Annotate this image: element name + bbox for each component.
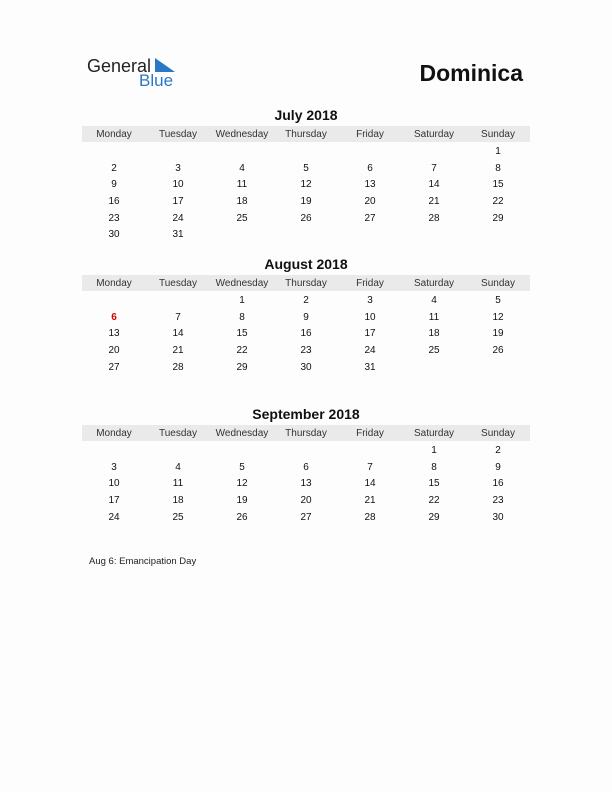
weekday-label: Sunday xyxy=(481,427,515,439)
day-cell: 4 xyxy=(175,461,181,473)
week-row xyxy=(82,210,530,227)
day-cell: 16 xyxy=(300,328,312,340)
logo xyxy=(87,56,187,92)
day-cell: 10 xyxy=(108,478,120,490)
day-cell: 17 xyxy=(364,328,376,340)
day-cell: 5 xyxy=(303,162,309,174)
weekday-label: Friday xyxy=(356,277,384,289)
day-cell: 27 xyxy=(300,511,312,523)
weekday-label: Saturday xyxy=(413,277,455,289)
day-cell: 10 xyxy=(172,179,184,191)
weekday-label: Thursday xyxy=(285,427,327,439)
week-row xyxy=(82,309,530,326)
weekday-label: Wednesday xyxy=(215,128,269,140)
logo-blue-text: Blue xyxy=(139,71,174,90)
week-row xyxy=(82,325,530,342)
day-cell: 20 xyxy=(108,344,120,356)
weekday-label: Sunday xyxy=(481,128,515,140)
day-cell: 5 xyxy=(495,294,501,306)
week-row xyxy=(82,475,530,492)
day-cell: 29 xyxy=(428,511,440,523)
day-cell: 30 xyxy=(108,229,120,241)
logo-general-text: General xyxy=(87,56,152,76)
day-cell: 11 xyxy=(172,478,184,490)
day-cell: 4 xyxy=(431,294,437,306)
weekday-label: Wednesday xyxy=(215,277,269,289)
month-calendar xyxy=(82,405,530,525)
day-cell: 23 xyxy=(492,494,504,506)
week-row xyxy=(82,342,530,359)
weekday-header-row xyxy=(82,275,530,291)
month-grid xyxy=(82,292,530,375)
day-cell: 29 xyxy=(236,361,248,373)
weekday-label: Wednesday xyxy=(215,427,269,439)
day-cell: 19 xyxy=(300,195,312,207)
weekday-label: Monday xyxy=(96,427,132,439)
day-cell: 14 xyxy=(364,478,376,490)
day-cell: 9 xyxy=(111,179,117,191)
weekday-header-row xyxy=(82,126,530,142)
day-cell: 30 xyxy=(492,511,504,523)
day-cell: 10 xyxy=(364,311,376,323)
day-cell: 24 xyxy=(364,344,376,356)
country-title: Dominica xyxy=(419,60,523,86)
day-cell: 1 xyxy=(495,145,501,157)
month-grid xyxy=(82,442,530,525)
day-cell: 28 xyxy=(428,212,440,224)
day-cell: 23 xyxy=(108,212,120,224)
day-cell: 11 xyxy=(428,311,440,323)
day-cell: 16 xyxy=(108,195,120,207)
weekday-label: Tuesday xyxy=(159,277,197,289)
day-cell: 23 xyxy=(300,344,312,356)
weekday-label: Saturday xyxy=(413,427,455,439)
day-cell: 8 xyxy=(495,162,501,174)
day-cell: 8 xyxy=(431,461,437,473)
day-cell: 2 xyxy=(495,444,501,456)
day-cell: 28 xyxy=(172,361,184,373)
day-cell: 29 xyxy=(492,212,504,224)
day-cell: 4 xyxy=(239,162,245,174)
weekday-label: Friday xyxy=(356,128,384,140)
day-cell: 25 xyxy=(236,212,248,224)
day-cell: 13 xyxy=(364,179,376,191)
day-cell: 9 xyxy=(495,461,501,473)
day-cell: 12 xyxy=(236,478,248,490)
day-cell: 2 xyxy=(111,162,117,174)
day-cell: 22 xyxy=(492,195,504,207)
day-cell: 25 xyxy=(428,344,440,356)
day-cell: 9 xyxy=(303,311,309,323)
day-cell: 2 xyxy=(303,294,309,306)
day-cell: 31 xyxy=(172,229,184,241)
day-cell: 11 xyxy=(236,179,248,191)
day-cell: 31 xyxy=(364,361,376,373)
day-cell: 26 xyxy=(492,344,504,356)
day-cell: 15 xyxy=(428,478,440,490)
day-cell: 19 xyxy=(492,328,504,340)
holiday-note: Aug 6: Emancipation Day xyxy=(89,556,197,567)
day-cell: 6 xyxy=(367,162,373,174)
day-cell: 3 xyxy=(111,461,117,473)
week-row xyxy=(82,442,530,459)
week-row xyxy=(82,160,530,177)
week-row xyxy=(82,176,530,193)
day-cell: 30 xyxy=(300,361,312,373)
day-cell: 25 xyxy=(172,511,184,523)
day-cell: 17 xyxy=(172,195,184,207)
day-cell: 8 xyxy=(239,311,245,323)
day-cell: 6 xyxy=(303,461,309,473)
day-cell: 18 xyxy=(428,328,440,340)
day-cell: 5 xyxy=(239,461,245,473)
day-cell: 24 xyxy=(108,511,120,523)
day-cell: 3 xyxy=(175,162,181,174)
day-cell: 20 xyxy=(300,494,312,506)
day-cell: 1 xyxy=(239,294,245,306)
week-row xyxy=(82,193,530,210)
week-row xyxy=(82,292,530,309)
day-cell: 28 xyxy=(364,511,376,523)
day-cell: 21 xyxy=(364,494,376,506)
day-cell: 24 xyxy=(172,212,184,224)
day-cell: 7 xyxy=(367,461,373,473)
logo-triangle-icon xyxy=(155,58,175,72)
weekday-label: Tuesday xyxy=(159,427,197,439)
day-cell: 18 xyxy=(236,195,248,207)
day-cell: 22 xyxy=(428,494,440,506)
day-cell: 14 xyxy=(172,328,184,340)
day-cell: 21 xyxy=(172,344,184,356)
weekday-label: Tuesday xyxy=(159,128,197,140)
weekday-header-row xyxy=(82,425,530,441)
day-cell: 1 xyxy=(431,444,437,456)
month-calendar xyxy=(82,106,530,243)
month-title: July 2018 xyxy=(274,107,338,123)
day-cell: 7 xyxy=(431,162,437,174)
day-cell: 16 xyxy=(492,478,504,490)
day-cell: 27 xyxy=(108,361,120,373)
day-cell: 13 xyxy=(108,328,120,340)
week-row xyxy=(82,492,530,509)
day-cell: 20 xyxy=(364,195,376,207)
week-row xyxy=(82,359,530,376)
day-cell: 22 xyxy=(236,344,248,356)
day-cell: 17 xyxy=(108,494,120,506)
week-row xyxy=(82,459,530,476)
day-cell: 7 xyxy=(175,311,181,323)
day-cell: 12 xyxy=(300,179,312,191)
day-cell: 15 xyxy=(236,328,248,340)
weekday-label: Saturday xyxy=(413,128,455,140)
day-cell: 27 xyxy=(364,212,376,224)
day-cell: 26 xyxy=(300,212,312,224)
weekday-label: Thursday xyxy=(285,128,327,140)
weekday-label: Sunday xyxy=(481,277,515,289)
month-calendar xyxy=(82,255,530,375)
weekday-label: Monday xyxy=(96,128,132,140)
weekday-label: Monday xyxy=(96,277,132,289)
holiday-day-cell: 6 xyxy=(111,311,117,323)
month-title: September 2018 xyxy=(252,406,360,422)
day-cell: 3 xyxy=(367,294,373,306)
week-row xyxy=(82,509,530,526)
holiday-notes xyxy=(89,556,196,567)
day-cell: 19 xyxy=(236,494,248,506)
day-cell: 13 xyxy=(300,478,312,490)
day-cell: 18 xyxy=(172,494,184,506)
day-cell: 21 xyxy=(428,195,440,207)
weekday-label: Thursday xyxy=(285,277,327,289)
week-row xyxy=(82,226,530,243)
day-cell: 12 xyxy=(492,311,504,323)
week-row xyxy=(82,143,530,160)
month-grid xyxy=(82,143,530,243)
weekday-label: Friday xyxy=(356,427,384,439)
day-cell: 26 xyxy=(236,511,248,523)
day-cell: 15 xyxy=(492,179,504,191)
day-cell: 14 xyxy=(428,179,440,191)
month-title: August 2018 xyxy=(264,256,348,272)
